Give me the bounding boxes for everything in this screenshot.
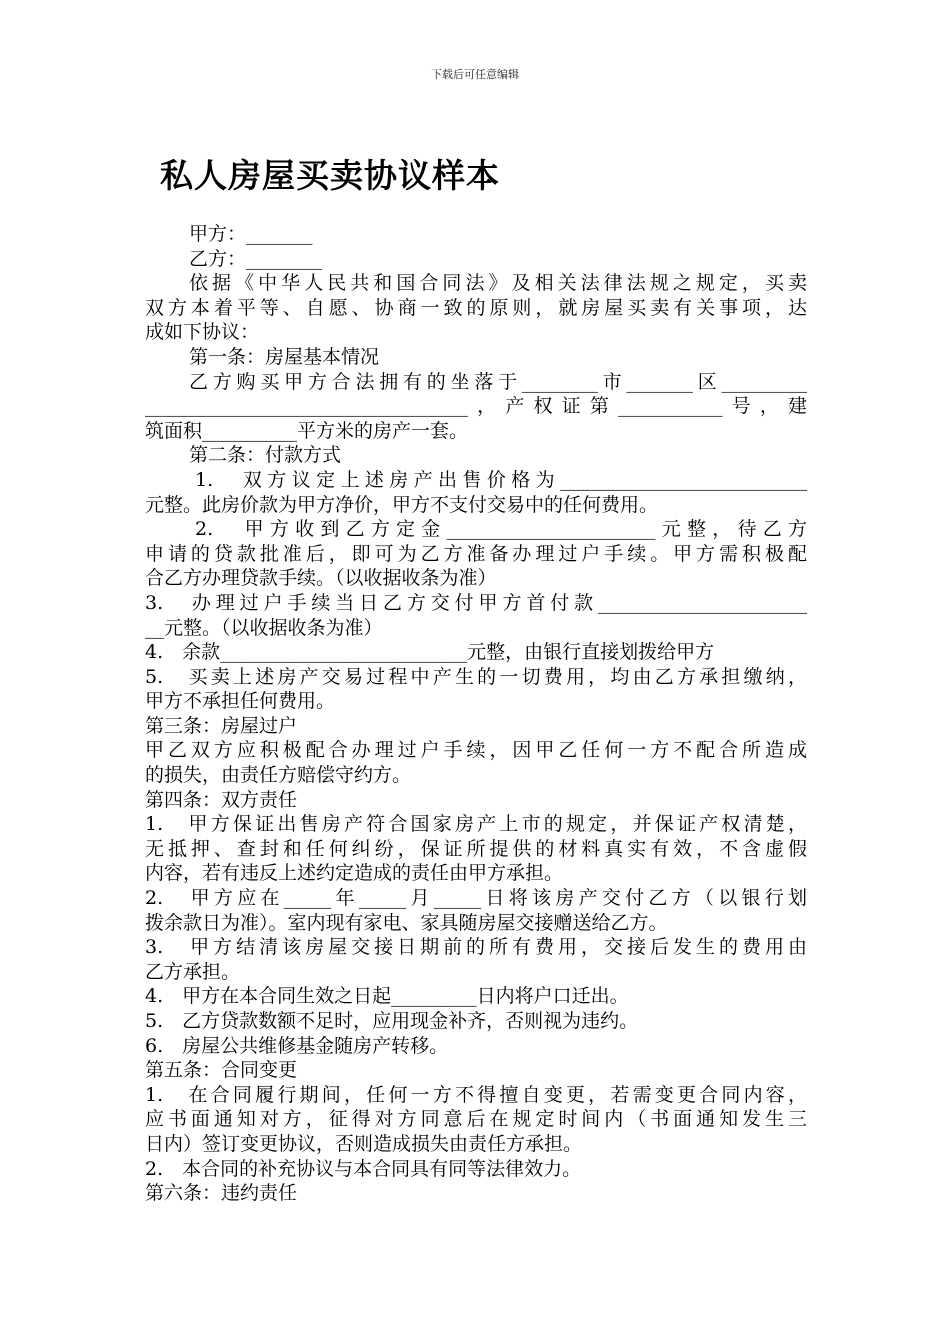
text-line: 申请的贷款批准后，即可为乙方准备办理过户手续。甲方需积极配 [145, 542, 807, 565]
text-line: 依据《中华人民共和国合同法》及相关法律法规之规定，买卖 [189, 272, 807, 295]
text-line: 元整。此房价款为甲方净价，甲方不支付交易中的任何费用。 [145, 493, 659, 516]
text-line: 合乙方办理贷款手续。（以收据收条为准） [145, 567, 497, 590]
text-line: 内容，若有违反上述约定造成的责任由甲方承担。 [145, 862, 564, 885]
text-line: 第四条：双方责任 [145, 788, 298, 811]
text-line: 5. 乙方贷款数额不足时，应用现金补齐，否则视为违约。 [145, 1010, 639, 1032]
text-line: 5. 买卖上述房产交易过程中产生的一切费用，均由乙方承担缴纳， [145, 665, 807, 688]
text-line: __________________________________，产权证第___________号，建 [145, 395, 807, 418]
text-line: __元整。（以收据收条为准） [145, 616, 383, 639]
text-line: 乙方承担。 [145, 960, 241, 983]
text-line: 拨余款日为准）。室内现有家电、家具随房屋交接赠送给乙方。 [145, 911, 668, 934]
text-line: 甲方不承担任何费用。 [145, 690, 336, 713]
text-line: 的损失，由责任方赔偿守约方。 [145, 764, 412, 787]
text-line: 4. 甲方在本合同生效之日起_________日内将户口迁出。 [145, 985, 629, 1008]
text-line: 成如下协议： [145, 321, 260, 344]
text-line: 乙方购买甲方合法拥有的坐落于________市_______区_________ [189, 370, 807, 393]
text-line: 双方本着平等、自愿、协商一致的原则，就房屋买卖有关事项，达 [145, 296, 807, 319]
text-line: 甲方：_______ [189, 223, 313, 245]
text-line: 乙方：________ [189, 247, 323, 270]
text-line: 第三条：房屋过户 [145, 714, 298, 737]
text-line: 第一条：房屋基本情况 [189, 345, 380, 368]
text-line: 第五条：合同变更 [145, 1059, 298, 1082]
text-line: 2. 甲方应在_____年_____月_____日将该房产交付乙方（以银行划 [145, 887, 807, 910]
text-line: 3. 甲方结清该房屋交接日期前的所有费用，交接后发生的费用由 [145, 936, 807, 959]
text-line: 第六条：违约责任 [145, 1182, 298, 1205]
text-line: 2. 甲方收到乙方定金______________________元整，待乙方 [195, 518, 807, 541]
text-line: 6. 房屋公共维修基金随房产转移。 [145, 1034, 449, 1057]
text-line: 第二条：付款方式 [189, 444, 342, 467]
text-line: 日内）签订变更协议，否则造成损失由责任方承担。 [145, 1132, 583, 1155]
text-line: 应书面通知对方，征得对方同意后在规定时间内（书面通知发生三 [145, 1108, 807, 1131]
text-line: 4. 余款__________________________元整，由银行直接划拨给甲方 [145, 641, 715, 664]
text-line: 无抵押、查封和任何纠纷，保证所提供的材料真实有效，不含虚假 [145, 837, 807, 860]
text-line: 1. 在合同履行期间，任何一方不得擅自变更，若需变更合同内容， [145, 1083, 807, 1106]
text-line: 筑面积__________平方米的房产一套。 [145, 419, 469, 442]
text-line: 3. 办理过户手续当日乙方交付甲方首付款______________________ [145, 591, 807, 614]
document-title: 私人房屋买卖协议样本 [160, 156, 500, 195]
text-line: 1. 双方议定上述房产出售价格为__________________________ [195, 468, 807, 491]
text-line: 2. 本合同的补充协议与本合同具有同等法律效力。 [145, 1157, 582, 1180]
document-body [145, 222, 807, 1206]
text-line: 甲乙双方应积极配合办理过户手续，因甲乙任何一方不配合所造成 [145, 739, 807, 762]
page-header-note: 下载后可任意编辑 [431, 68, 519, 81]
text-line: 1. 甲方保证出售房产符合国家房产上市的规定，并保证产权清楚， [145, 813, 807, 836]
